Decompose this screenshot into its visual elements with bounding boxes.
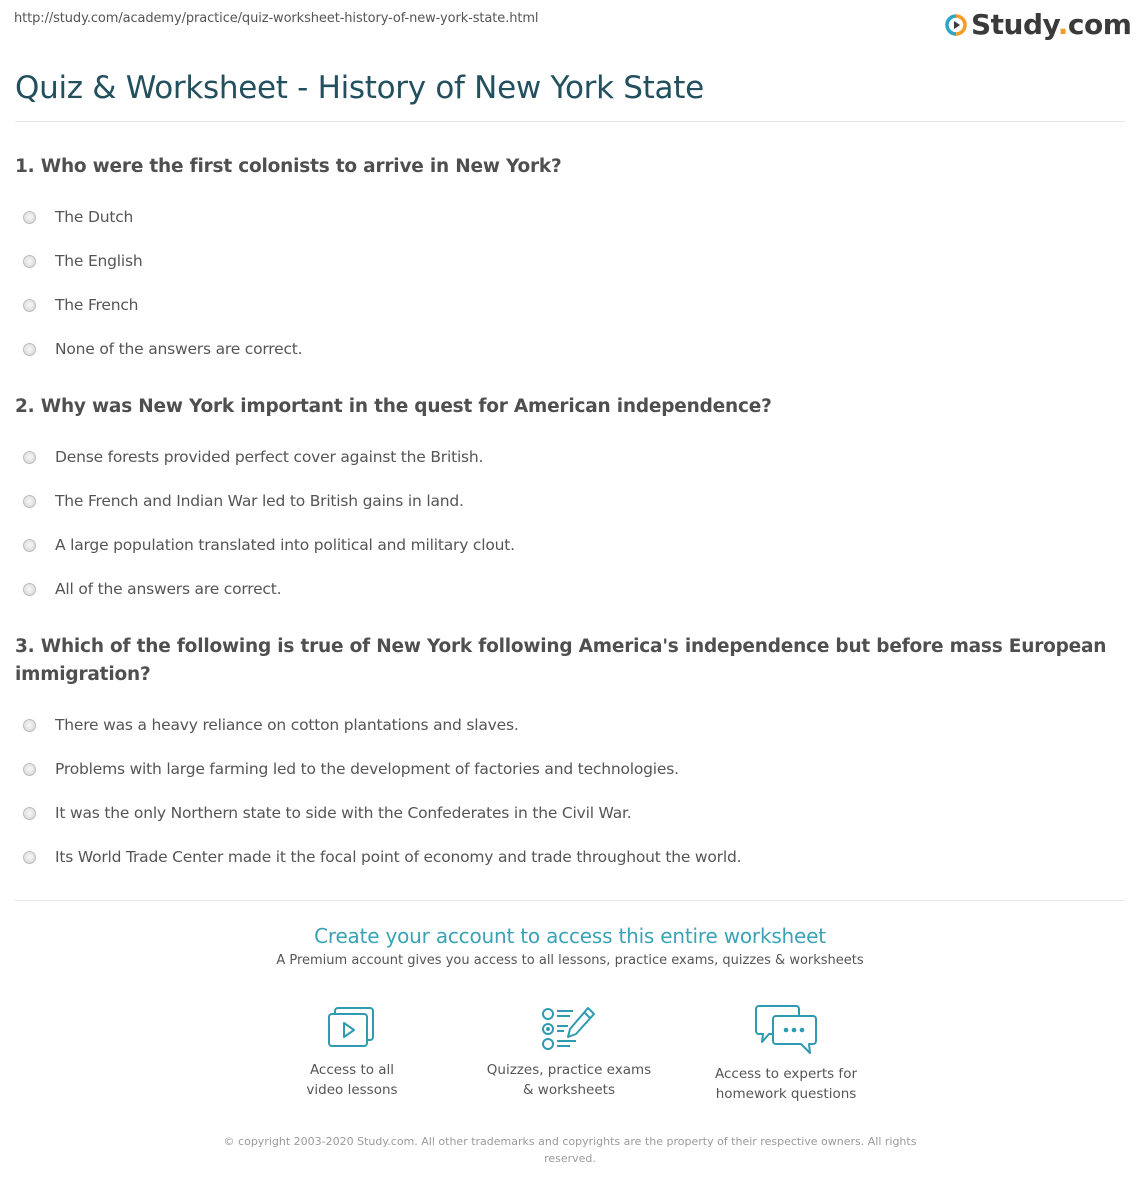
feature-experts: Access to experts for homework questions [686,1004,886,1104]
answer-option[interactable]: The Dutch [15,195,1125,239]
radio-button[interactable] [23,343,36,356]
play-circle-icon [945,14,967,36]
answer-option[interactable]: It was the only Northern state to side with the Confederates in the Civil War. [15,791,1125,835]
signup-cta [0,924,1140,968]
copyright-footer: © copyright 2003-2020 Study.com. All other trademarks and copyrights are the property of their respective owners. All rights reserved. [223,1135,917,1165]
radio-button[interactable] [23,539,36,552]
quiz-checklist-icon [540,1004,598,1052]
divider [15,121,1125,122]
answer-option[interactable]: The English [15,239,1125,283]
answer-option[interactable]: Dense forests provided perfect cover against the British. [15,435,1125,479]
divider [15,900,1125,901]
feature-quizzes: Quizzes, practice exams & worksheets [469,1004,669,1100]
radio-button[interactable] [23,763,36,776]
radio-button[interactable] [23,451,36,464]
cta-link[interactable]: Create your account to access this entire worksheet [314,924,826,948]
radio-button[interactable] [23,211,36,224]
question-3 [15,633,1125,879]
logo-wordmark: Study.com [971,8,1132,41]
radio-button[interactable] [23,851,36,864]
answer-option[interactable]: Problems with large farming led to the development of factories and technologies. [15,747,1125,791]
answer-option[interactable]: A large population translated into political and military clout. [15,523,1125,567]
question-2 [15,393,1125,611]
question-1 [15,153,1125,371]
feature-video-lessons: Access to all video lessons [252,1004,452,1100]
answer-option[interactable]: None of the answers are correct. [15,327,1125,371]
answer-option[interactable]: There was a heavy reliance on cotton plantations and slaves. [15,703,1125,747]
video-lessons-icon [325,1004,379,1052]
radio-button[interactable] [23,255,36,268]
answer-option[interactable]: The French and Indian War led to British gains in land. [15,479,1125,523]
radio-button[interactable] [23,807,36,820]
question-text: 3. Which of the following is true of New York following America's independence but before mass European immigration? [15,636,1107,685]
question-text: 1. Who were the first colonists to arrive in New York? [15,156,562,177]
page-url: http://study.com/academy/practice/quiz-worksheet-history-of-new-york-state.html [14,11,539,26]
answer-option[interactable]: Its World Trade Center made it the focal point of economy and trade throughout the world. [15,835,1125,879]
page-title: Quiz & Worksheet - History of New York State [15,70,704,106]
answer-option[interactable]: The French [15,283,1125,327]
radio-button[interactable] [23,583,36,596]
radio-button[interactable] [23,719,36,732]
answer-option[interactable]: All of the answers are correct. [15,567,1125,611]
study-logo[interactable] [945,8,1131,42]
radio-button[interactable] [23,299,36,312]
radio-button[interactable] [23,495,36,508]
chat-bubbles-icon [754,1004,818,1056]
cta-subtitle: A Premium account gives you access to all lessons, practice exams, quizzes & worksheets [276,953,864,968]
question-text: 2. Why was New York important in the quest for American independence? [15,396,772,417]
